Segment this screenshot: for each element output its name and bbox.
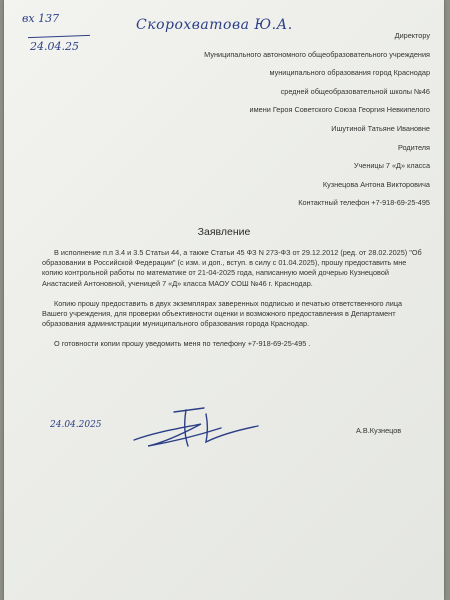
document-body: [42, 248, 424, 360]
body-paragraph: О готовности копии прошу уведомить меня по телефону +7-918-69-25-495 .: [54, 339, 311, 349]
addressee-line: Директору: [394, 31, 430, 40]
body-paragraph: Копию прошу предоставить в двух экземплярах заверенных подписью и печатью ответственного лица Вашего учреждения, для проверки объективности оценки и возможного предоставления в Департамент образования администрации муниципального образования города Краснодар.: [42, 298, 403, 329]
addressee-line: муниципального образования город Краснодар: [269, 68, 430, 78]
addressee-line: Ученицы 7 «Д» класса: [353, 161, 430, 171]
addressee-line: Ишутиной Татьяне Ивановне: [331, 123, 430, 133]
addressee-block: [110, 30, 430, 216]
addressee-line: Контактный телефон +7-918-69-25-495: [298, 198, 430, 208]
body-paragraph: В исполнение п.п 3.4 и 3.5 Статьи 44, а также Статьи 45 ФЗ N 273-ФЗ от 29.12.2012 (ред. от 28.02.2025) "Об образовании в Российской Федерации" (с изм. и доп., вступ. в силу с 01.04.2025), прошу предоставить мне копию контрольной работы по математике от 21-04-2025 года, написанную моей дочерью Кузнецовой Анастасией Антоновной, ученицей 7 «Д» класса МАОУ СОШ №46 г. Краснодар.: [42, 248, 422, 288]
registration-date: 24.04.25: [30, 40, 79, 53]
handwritten-signature: [126, 402, 266, 452]
registration-underline: [28, 35, 90, 38]
addressee-line: средней общеобразовательной школы №46: [280, 86, 430, 96]
resolution-signature: Скорохватова Ю.А.: [136, 17, 293, 33]
document-page: [4, 0, 444, 600]
document-title: Заявление: [197, 226, 251, 238]
addressee-line: Родителя: [397, 142, 430, 152]
signer-name: А.В.Кузнецов: [356, 426, 402, 435]
addressee-line: Кузнецова Антона Викторовича: [322, 179, 430, 189]
signature-date: 24.04.2025: [50, 420, 102, 430]
addressee-line: Муниципального автономного общеобразовательного учреждения: [204, 49, 430, 59]
addressee-line: имени Героя Советского Союза Георгия Невкипелого: [249, 105, 430, 115]
registration-number: вх 137: [22, 12, 60, 25]
